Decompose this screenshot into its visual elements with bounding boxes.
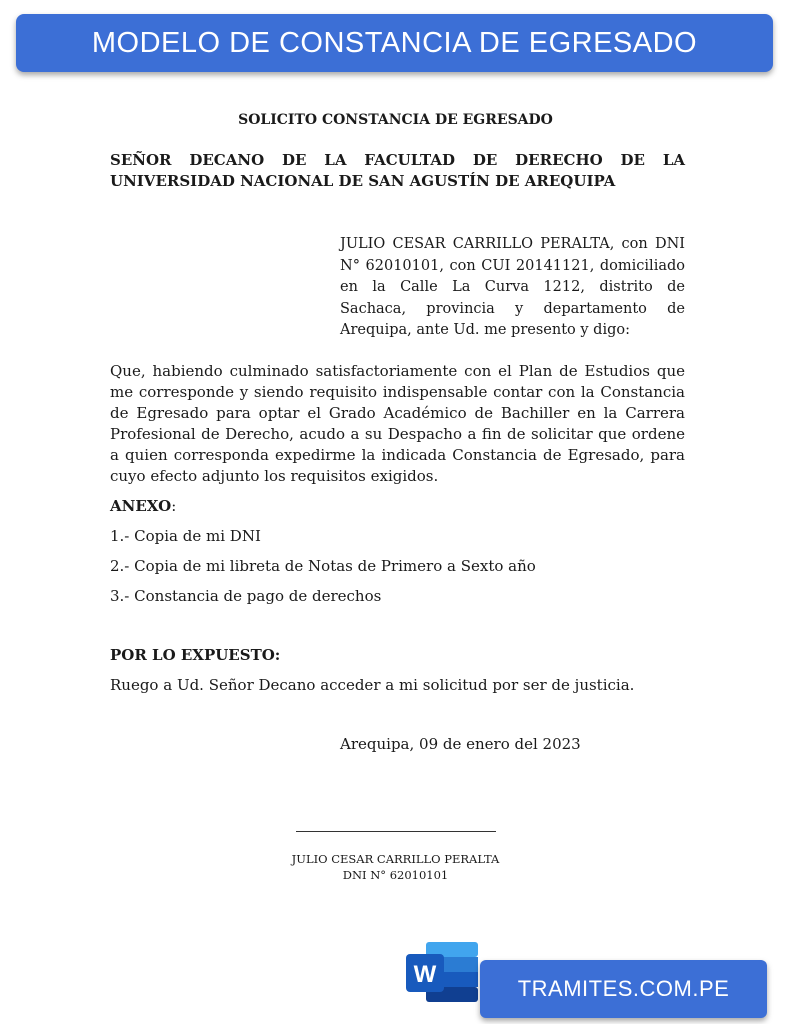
anexo-item: 2.- Copia de mi libreta de Notas de Primero a Sexto año — [110, 557, 536, 575]
banner-title: MODELO DE CONSTANCIA DE EGRESADO — [91, 26, 698, 59]
anexo-colon: : — [171, 497, 177, 515]
signature-line — [296, 831, 496, 832]
signature-dni: DNI N° 62010101 — [342, 868, 449, 882]
anexo-list — [110, 524, 536, 614]
footer-badge[interactable] — [480, 960, 767, 1018]
sender-introduction: JULIO CESAR CARRILLO PERALTA, con DNI N° 62010101, con CUI 20141121, domiciliado en la Calle La Curva 1212, distrito de Sachaca, provincia y departamento de Arequipa, ante Ud. me presento y digo: — [340, 236, 685, 338]
word-icon-letter: W — [413, 961, 437, 988]
anexo-item: 3.- Constancia de pago de derechos — [110, 587, 382, 605]
word-icon — [404, 942, 482, 1002]
request-body: Que, habiendo culminado satisfactoriamente con el Plan de Estudios que me corresponde y siendo requisito indispensable contar con la Constancia de Egresado para optar el Grado Académico de Bachiller en la Carrera Profesional de Derecho, acudo a su Despacho a fin de solicitar que ordene a quien corresponda expedirme la indicada Constancia de Egresado, para cuyo efecto adjunto los requisitos exigidos. — [110, 362, 685, 485]
header-banner — [16, 14, 773, 72]
signature-name: JULIO CESAR CARRILLO PERALTA — [291, 852, 500, 866]
footer-site[interactable]: TRAMITES.COM.PE — [517, 976, 730, 1001]
document-subject: SOLICITO CONSTANCIA DE EGRESADO — [238, 112, 553, 128]
closing-request: Ruego a Ud. Señor Decano acceder a mi solicitud por ser de justicia. — [110, 676, 635, 694]
por-lo-expuesto-heading: POR LO EXPUESTO: — [110, 646, 281, 664]
anexo-title: ANEXO — [110, 497, 172, 515]
anexo-heading — [110, 497, 176, 515]
document-date: Arequipa, 09 de enero del 2023 — [340, 735, 581, 753]
document-addressee: SEÑOR DECANO DE LA FACULTAD DE DERECHO DE LA UNIVERSIDAD NACIONAL DE SAN AGUSTÍN DE AREQUIPA — [110, 151, 685, 190]
anexo-item: 1.- Copia de mi DNI — [110, 527, 261, 545]
